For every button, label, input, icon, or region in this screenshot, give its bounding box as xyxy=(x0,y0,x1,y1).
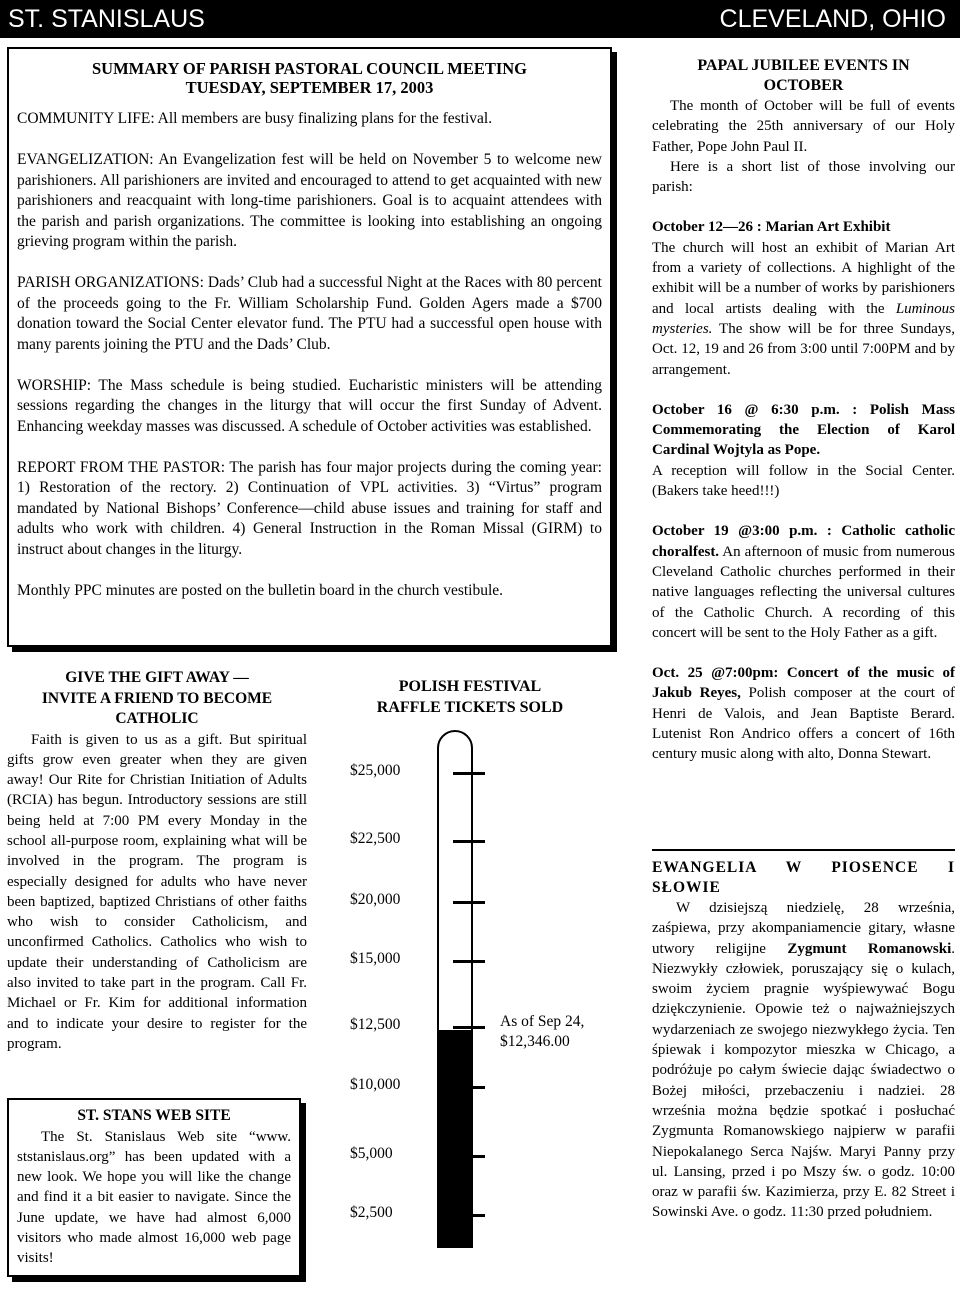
jubilee-intro: The month of October will be full of events celebrating the 25th anniversary of our Holy Father, Pope John Paul II. xyxy=(652,98,955,155)
thermometer-level-label: $12,500 xyxy=(350,1016,401,1033)
raffle-total: As of Sep 24, $12,346.00 xyxy=(500,1013,585,1050)
summary-title: SUMMARY OF PARISH PASTORAL COUNCIL MEETING TUESDAY, SEPTEMBER 17, 2003 xyxy=(91,59,528,97)
thermometer-level-label: $25,000 xyxy=(350,762,401,779)
event-3: October 19 @3:00 p.m. : Catholic catholic choralfest. An afternoon of music from numerous Cleveland Catholic churches performed in their native languages reflecting the universal cultures of the Catholic Church. A recording of this concert will be sent to the Holy Father as a gift. xyxy=(652,523,955,641)
summary-paragraph: COMMUNITY LIFE: All members are busy finalizing plans for the festival. xyxy=(17,110,493,127)
website-text: The St. Stanislaus Web site “www. ststanislaus.org” has been updated with a new look. We hope you will like the change and find it a bit easier to navigate. Since the June update, we have had almost 6,000 visitors who made almost 16,000 web page visits! xyxy=(17,1128,291,1267)
thermometer-level-label: $22,500 xyxy=(350,830,401,847)
thermometer-tick xyxy=(453,772,485,775)
raffle-thermometer xyxy=(437,730,473,1248)
parish-name: ST. STANISLAUS xyxy=(8,5,205,33)
event-2: October 16 @ 6:30 p.m. : Polish Mass Commemorating the Election of Karol Cardinal Wojtyla as Pope. A reception will follow in the Social Center. (Bakers take heed!!!) xyxy=(652,401,955,500)
rcia-article xyxy=(7,668,307,1054)
festival-title: POLISH FESTIVAL RAFFLE TICKETS SOLD xyxy=(376,678,564,716)
jubilee-intro-2: Here is a short list of those involving our parish: xyxy=(652,158,955,196)
polish-article xyxy=(652,858,955,1223)
polish-article-title: EWANGELIA W PIOSENCE I SŁOWIE xyxy=(652,859,955,896)
website-title: ST. STANS WEB SITE xyxy=(77,1107,231,1124)
thermometer-level-label: $2,500 xyxy=(350,1204,393,1221)
summary-paragraph: Monthly PPC minutes are posted on the bulletin board in the church vestibule. xyxy=(17,581,504,599)
divider xyxy=(652,849,955,851)
rcia-text: Faith is given to us as a gift. But spiritual gifts grow even greater when they are given away! Our Rite for Christian Initiation of Adults (RCIA) has begun. Introductory sessions are still being held at 7:00 PM every Monday in the school all-purpose room, explaining what will be involved in the program. The program is especially designed for adults who have never been baptized, baptized Christians of other faiths who wish to consider Catholicism, and unconfirmed Catholics. Catholics who wish to update their understanding of Catholicism are also invited to take part in the program. Call Fr. Michael or Fr. Kim for additional information and to indicate your desire to register for the program. xyxy=(7,731,307,1052)
thermometer-tick xyxy=(453,1026,485,1029)
website-box xyxy=(7,1098,301,1277)
city-name: CLEVELAND, OHIO xyxy=(719,5,946,33)
thermometer-tick xyxy=(453,901,485,904)
thermometer-level-label: $20,000 xyxy=(350,891,401,908)
polish-article-text: W dzisiejszą niedzielę, 28 września, zaśpiewa, przy akompaniamencie gitary, własne utwory religijne Zygmunt Romanowski. Niezwykły człowiek, poruszający się o kulach, swoim życiem pragnie wyśpiewywać Bogu dziękczynienie. Opowie też o najważniejszych wydarzeniach ze swojego niezwykłego życia. Ten śpiewak i kompozytor mieszka w Chicago, a podróżuje po całym świecie dając świadectwo o Bożej miłości, przebaczeniu i nadziei. 28 września można będzie spotkać i posłuchać Zygmunta Romanowskiego najpierw w parafii Niepokalanego Serca Najśw. Maryi Panny przy ul. Lansing, przed i po Mszy św. o godz. 10:00 oraz w parafii św. Kazimierza, przy E. 82 Street i Sowinski Ave. o godz. 11:30 przed południem. xyxy=(652,900,956,1221)
jubilee-column xyxy=(652,56,955,765)
council-summary-box xyxy=(7,47,612,647)
summary-paragraph: EVANGELIZATION: An Evangelization fest will be held on November 5 to welcome new parishioners. All parishioners are invited and encouraged to attend to get acquainted with new parishioners and reacquaint with long-time parishioners. Goal is to acquaint attendees with the parish and parish organizations. The committee is looking into establishing an ongoing grieving program within the parish. xyxy=(17,151,602,250)
thermometer-tick xyxy=(453,1086,485,1089)
rcia-title: GIVE THE GIFT AWAY — INVITE A FRIEND TO BECOME CATHOLIC xyxy=(41,669,273,727)
thermometer-tick xyxy=(453,1214,485,1217)
thermometer-tick xyxy=(453,960,485,963)
summary-paragraph: PARISH ORGANIZATIONS: Dads’ Club had a successful Night at the Races with 80 percent of the proceeds going to the Fr. William Scholarship Fund. Golden Agers made a $700 donation toward the Social Center elevator fund. The PTU had a successful open house with many parents joining the PTU and the Dads’ Club. xyxy=(17,274,602,353)
summary-paragraph: REPORT FROM THE PASTOR: The parish has four major projects during the coming year: 1) Restoration of the rectory. 2) Continuation of VPL activities. 3) “Virtus” program mandated by National Bishops’ Conference—child abuse issues and training for staff and adults who work with children. 4) General Instruction in the Roman Missal (GIRM) to instruct about changes in the liturgy. xyxy=(17,458,602,558)
thermometer-tick xyxy=(453,1155,485,1158)
masthead xyxy=(0,0,960,38)
event-1: October 12—26 : Marian Art Exhibit The church will host an exhibit of Marian Art from a variety of collections. A highlight of the exhibit will be a number of works by parishioners and local artists dealing with the Luminous mysteries. The show will be for three Sundays, Oct. 12, 19 and 26 from 3:00 until 7:00PM and by arrangement. xyxy=(652,219,955,378)
jubilee-title: PAPAL JUBILEE EVENTS IN OCTOBER xyxy=(697,57,910,94)
thermometer-level-label: $15,000 xyxy=(350,950,401,967)
thermometer-level-label: $10,000 xyxy=(350,1076,401,1093)
thermometer-tick xyxy=(453,840,485,843)
summary-paragraph: WORSHIP: The Mass schedule is being studied. Eucharistic ministers will be attending sessions regarding the changes in the liturgy that will occur the first Sunday of Advent. Enhancing weekday masses was discussed. A schedule of October activities was established. xyxy=(17,376,602,435)
event-4: Oct. 25 @7:00pm: Concert of the music of Jakub Reyes, Polish composer at the court of Henri de Valois, and Jean Baptiste Berard. Lutenist Ron Andrico offers a concert of 16th century music along with alto, Donna Stewart. xyxy=(652,665,956,763)
thermometer-level-label: $5,000 xyxy=(350,1145,393,1162)
